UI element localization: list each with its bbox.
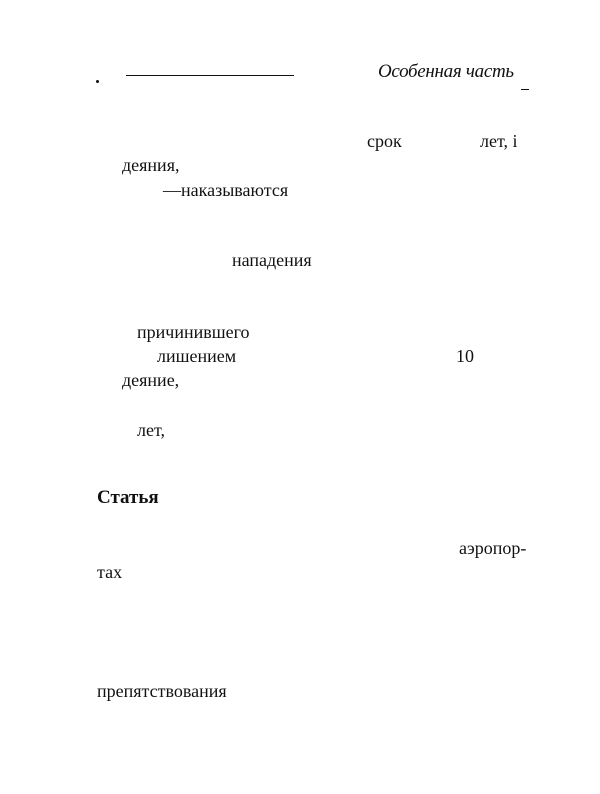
text-prepyatstvovaniya: препятствования bbox=[97, 681, 227, 701]
text-number-10: 10 bbox=[456, 346, 474, 366]
text-let: лет, і bbox=[480, 131, 518, 151]
text-aeropor: аэропор- bbox=[459, 538, 527, 558]
text-tah: тах bbox=[97, 562, 123, 582]
text-deyaniya: деяния, bbox=[122, 155, 180, 175]
running-header-title: Особенная часть bbox=[378, 61, 514, 82]
text-lisheniem: лишением bbox=[157, 346, 237, 366]
article-heading: Статья bbox=[97, 487, 159, 508]
text-srok: срок bbox=[367, 131, 402, 151]
header-rule bbox=[126, 75, 294, 76]
text-prichinivshego: причинившего bbox=[137, 322, 250, 342]
header-tail-rule bbox=[521, 89, 529, 90]
header-dot bbox=[96, 80, 99, 83]
text-napadeniya: нападения bbox=[232, 250, 312, 270]
text-nakazyvayutsya: —наказываются bbox=[163, 180, 289, 200]
text-let-2: лет, bbox=[137, 420, 165, 440]
text-deyanie: деяние, bbox=[122, 370, 180, 390]
